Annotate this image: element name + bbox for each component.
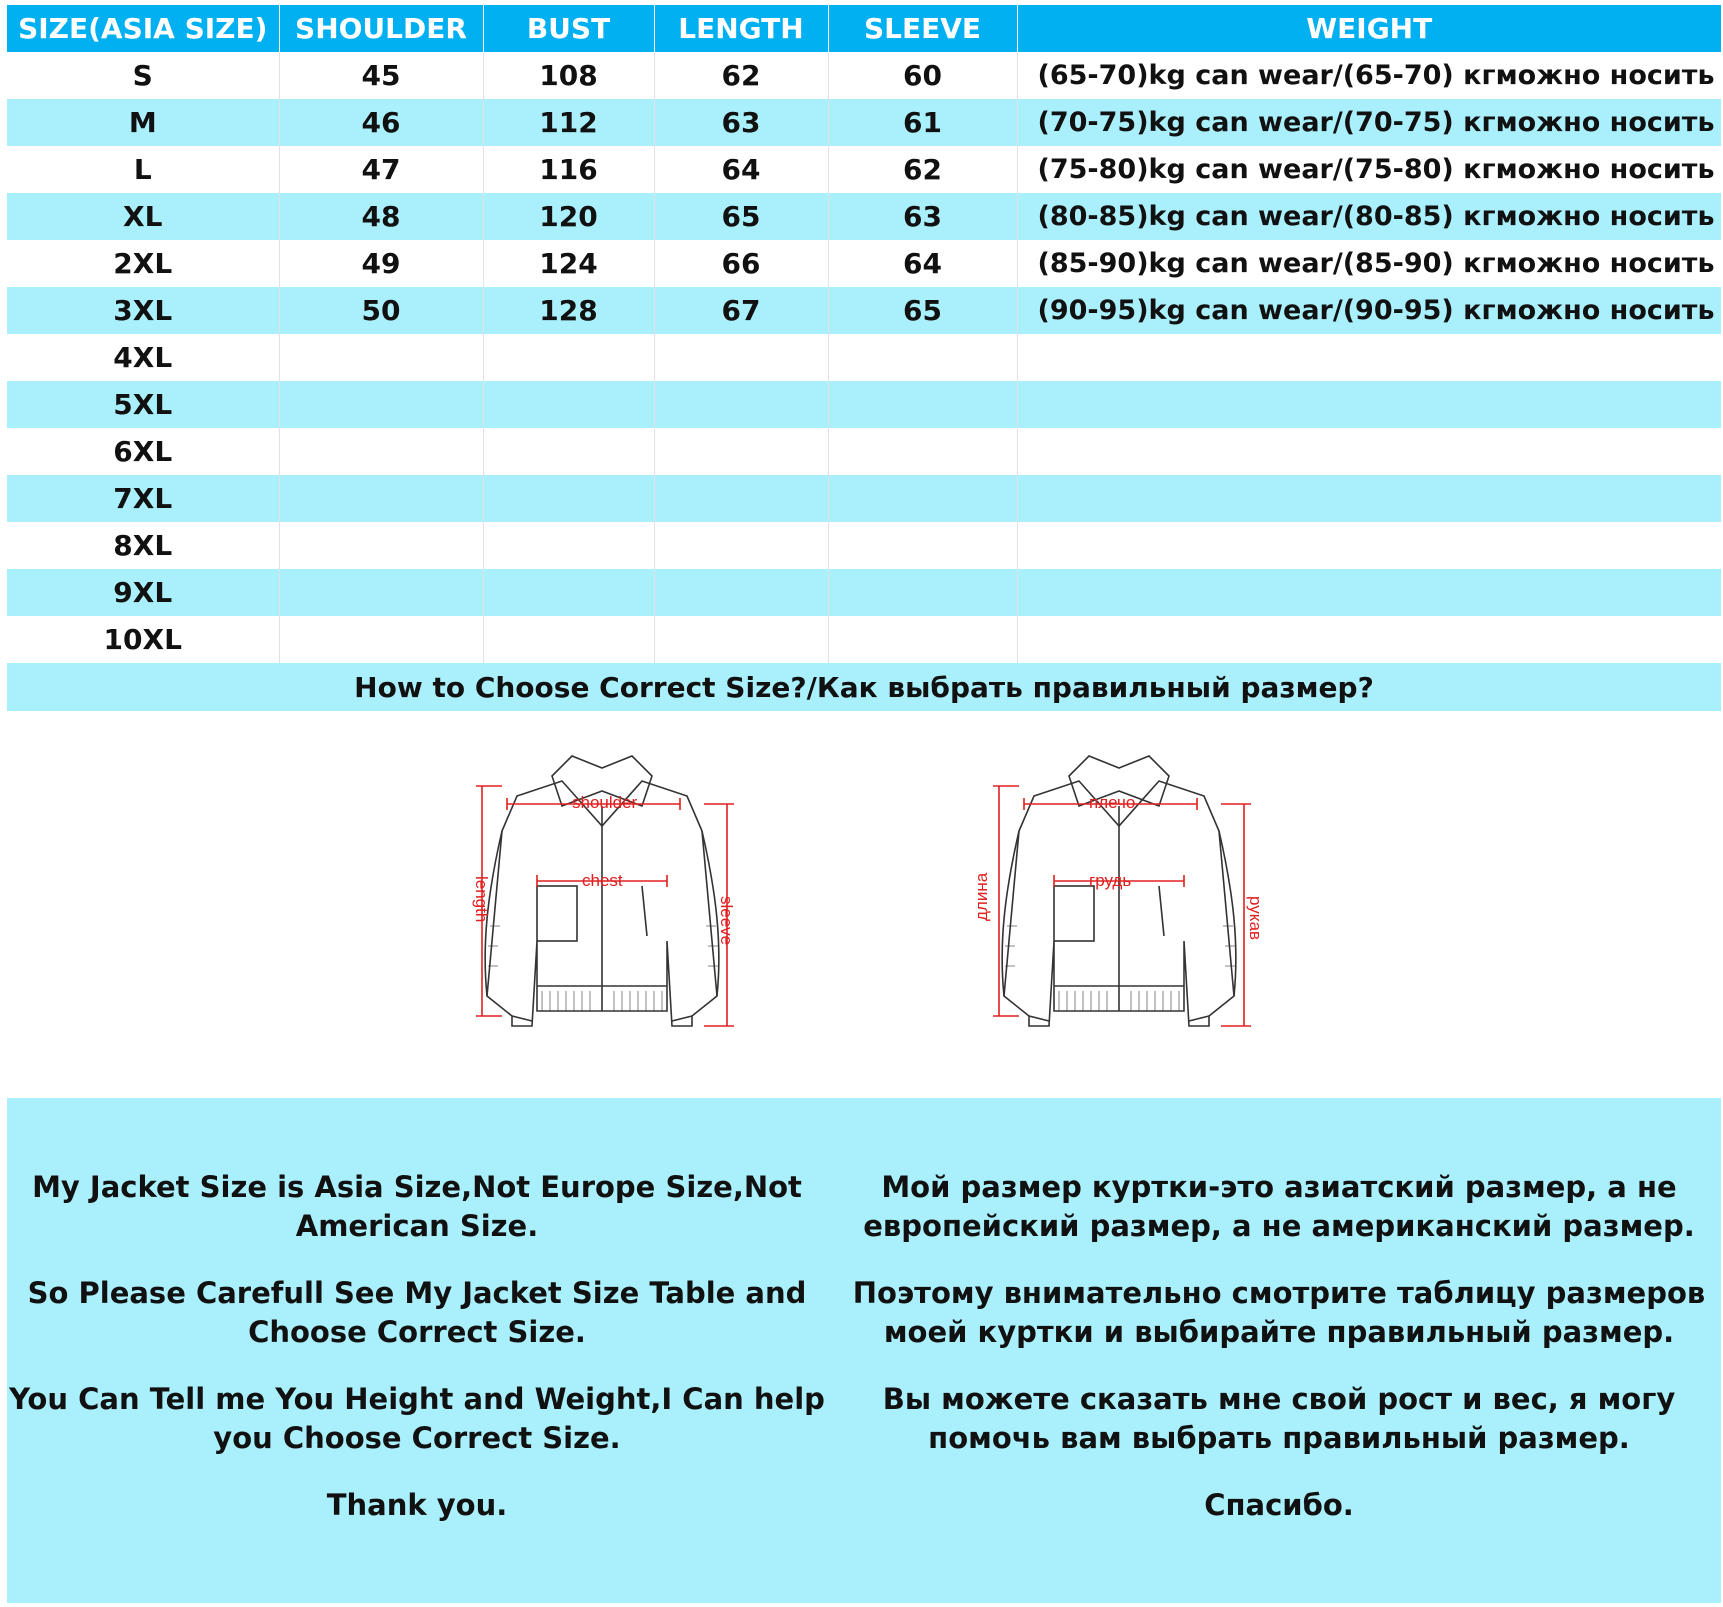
cell-size: 10XL — [7, 616, 279, 663]
table-row — [7, 522, 1721, 569]
cell-sleeve — [828, 428, 1017, 475]
cell-weight — [1017, 522, 1721, 569]
cell-length — [654, 428, 828, 475]
shoulder-label: плечо — [1089, 793, 1136, 812]
cell-sleeve — [828, 381, 1017, 428]
chest-label: грудь — [1089, 871, 1132, 890]
cell-weight: (80-85)kg can wear/(80-85) кгможно носить — [1017, 193, 1721, 240]
cell-shoulder: 49 — [279, 240, 483, 287]
info-en-line: My Jacket Size is Asia Size,Not Europe Size,Not American Size. — [32, 1170, 802, 1243]
table-row — [7, 193, 1721, 240]
table-row — [7, 240, 1721, 287]
table-row — [7, 381, 1721, 428]
table-row — [7, 99, 1721, 146]
info-en-line: You Can Tell me You Height and Weight,I Can help you Choose Correct Size. — [9, 1382, 825, 1455]
cell-size: 7XL — [7, 475, 279, 522]
sleeve-label: sleeve — [717, 896, 736, 946]
sleeve-label: рукав — [1246, 896, 1265, 941]
cell-length — [654, 616, 828, 663]
cell-shoulder — [279, 569, 483, 616]
cell-bust — [483, 569, 654, 616]
cell-bust — [483, 522, 654, 569]
cell-bust — [483, 334, 654, 381]
cell-weight: (70-75)kg can wear/(70-75) кгможно носить — [1017, 99, 1721, 146]
cell-size: 9XL — [7, 569, 279, 616]
cell-size: 4XL — [7, 334, 279, 381]
cell-length — [654, 522, 828, 569]
cell-bust: 120 — [483, 193, 654, 240]
cell-shoulder: 46 — [279, 99, 483, 146]
cell-bust: 116 — [483, 146, 654, 193]
cell-length: 66 — [654, 240, 828, 287]
table-row — [7, 475, 1721, 522]
cell-sleeve — [828, 522, 1017, 569]
info-en-line: So Please Carefull See My Jacket Size Table and Choose Correct Size. — [27, 1276, 807, 1349]
cell-bust: 124 — [483, 240, 654, 287]
cell-bust — [483, 475, 654, 522]
table-row — [7, 616, 1721, 663]
table-row — [7, 334, 1721, 381]
info-en-line: Thank you. — [326, 1488, 508, 1522]
cell-size: XL — [7, 193, 279, 240]
header-weight: WEIGHT — [1017, 5, 1721, 52]
cell-size: 2XL — [7, 240, 279, 287]
cell-bust — [483, 616, 654, 663]
cell-length — [654, 475, 828, 522]
info-ru-line: Вы можете сказать мне свой рост и вес, я могу помочь вам выбрать правильный размер. — [882, 1382, 1676, 1455]
info-ru-line: Спасибо. — [1204, 1488, 1354, 1522]
cell-length — [654, 569, 828, 616]
cell-weight: (65-70)kg can wear/(65-70) кгможно носить — [1017, 52, 1721, 99]
cell-shoulder — [279, 428, 483, 475]
cell-weight — [1017, 569, 1721, 616]
measurement-diagrams — [7, 711, 1721, 1081]
cell-size: M — [7, 99, 279, 146]
cell-weight — [1017, 381, 1721, 428]
cell-sleeve: 64 — [828, 240, 1017, 287]
cell-sleeve — [828, 475, 1017, 522]
cell-size: 3XL — [7, 287, 279, 334]
cell-weight — [1017, 475, 1721, 522]
cell-length: 63 — [654, 99, 828, 146]
cell-shoulder — [279, 475, 483, 522]
cell-sleeve: 63 — [828, 193, 1017, 240]
cell-shoulder: 47 — [279, 146, 483, 193]
cell-shoulder — [279, 381, 483, 428]
jacket-diagram-english — [442, 746, 762, 1066]
cell-length — [654, 334, 828, 381]
cell-length: 67 — [654, 287, 828, 334]
cell-length — [654, 381, 828, 428]
how-to-choose-heading: How to Choose Correct Size?/Как выбрать правильный размер? — [7, 663, 1721, 711]
cell-sleeve: 61 — [828, 99, 1017, 146]
jacket-diagram-russian — [959, 746, 1279, 1066]
size-table — [7, 5, 1721, 663]
chest-label: chest — [582, 871, 623, 890]
cell-sleeve — [828, 334, 1017, 381]
cell-size: 6XL — [7, 428, 279, 475]
cell-length: 65 — [654, 193, 828, 240]
cell-length: 64 — [654, 146, 828, 193]
cell-shoulder: 45 — [279, 52, 483, 99]
jacket-icon — [442, 746, 762, 1066]
cell-shoulder — [279, 334, 483, 381]
cell-size: S — [7, 52, 279, 99]
cell-bust — [483, 381, 654, 428]
cell-bust: 108 — [483, 52, 654, 99]
cell-bust: 112 — [483, 99, 654, 146]
cell-sleeve — [828, 569, 1017, 616]
cell-weight — [1017, 334, 1721, 381]
cell-weight — [1017, 616, 1721, 663]
info-english — [7, 1168, 827, 1553]
length-label: length — [472, 876, 491, 923]
cell-shoulder — [279, 522, 483, 569]
header-sleeve: SLEEVE — [828, 5, 1017, 52]
cell-sleeve: 62 — [828, 146, 1017, 193]
cell-weight — [1017, 428, 1721, 475]
cell-shoulder: 50 — [279, 287, 483, 334]
header-bust: BUST — [483, 5, 654, 52]
cell-sleeve: 60 — [828, 52, 1017, 99]
table-row — [7, 428, 1721, 475]
cell-shoulder — [279, 616, 483, 663]
table-body — [7, 52, 1721, 663]
cell-size: 8XL — [7, 522, 279, 569]
size-chart-page — [7, 5, 1721, 1603]
cell-size: L — [7, 146, 279, 193]
cell-shoulder: 48 — [279, 193, 483, 240]
length-label: длина — [972, 872, 991, 921]
info-ru-line: Поэтому внимательно смотрите таблицу размеров моей куртки и выбирайте правильный размер. — [852, 1276, 1706, 1349]
cell-bust: 128 — [483, 287, 654, 334]
table-header-row — [7, 5, 1721, 52]
cell-weight: (85-90)kg can wear/(85-90) кгможно носить — [1017, 240, 1721, 287]
cell-sleeve: 65 — [828, 287, 1017, 334]
table-row — [7, 52, 1721, 99]
info-ru-line: Мой размер куртки-это азиатский размер, а не европейский размер, а не американский размер. — [863, 1170, 1695, 1243]
header-length: LENGTH — [654, 5, 828, 52]
table-row — [7, 287, 1721, 334]
header-shoulder: SHOULDER — [279, 5, 483, 52]
shoulder-label: shoulder — [572, 793, 638, 812]
header-size: SIZE(ASIA SIZE) — [7, 5, 279, 52]
cell-sleeve — [828, 616, 1017, 663]
cell-weight: (75-80)kg can wear/(75-80) кгможно носить — [1017, 146, 1721, 193]
table-row — [7, 569, 1721, 616]
cell-weight: (90-95)kg can wear/(90-95) кгможно носить — [1017, 287, 1721, 334]
cell-bust — [483, 428, 654, 475]
size-info-box — [7, 1098, 1721, 1603]
jacket-icon — [959, 746, 1279, 1066]
table-row — [7, 146, 1721, 193]
cell-size: 5XL — [7, 381, 279, 428]
cell-length: 62 — [654, 52, 828, 99]
info-russian — [839, 1168, 1719, 1553]
